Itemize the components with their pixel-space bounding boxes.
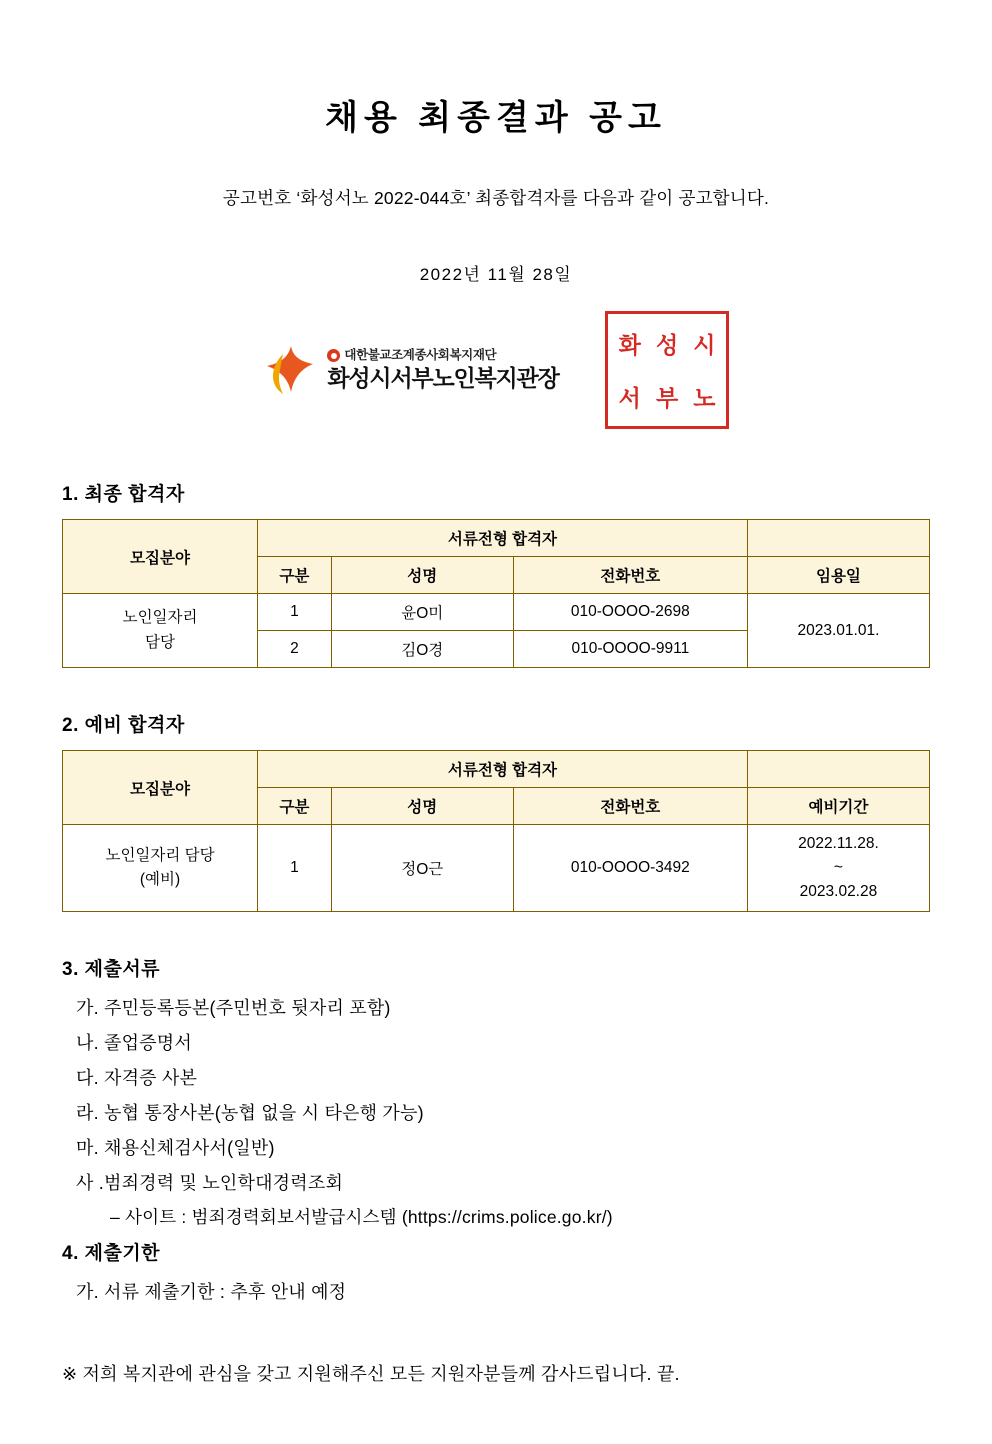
cell-reserve-period [747, 825, 929, 912]
list-item: 마. 채용신체검사서(일반) [76, 1138, 275, 1159]
cell-no: 2 [258, 631, 332, 668]
header-spacer [747, 751, 929, 788]
field-line-2: 담당 [145, 633, 175, 651]
cell-phone: 010-OOOO-3492 [513, 825, 747, 912]
documents-list [62, 994, 930, 1229]
seal-char-6: 노 [693, 385, 715, 412]
center-name: 화성시서부노인복지관장 [327, 364, 559, 391]
jogye-circle-icon [327, 349, 340, 362]
section-heading-documents: 3. 제출서류 [62, 959, 161, 981]
deadline-list [62, 1278, 930, 1304]
seal-char-2: 성 [655, 332, 678, 359]
header-group: 서류전형 합격자 [258, 520, 748, 557]
foundation-name: 대한불교조계종사회복지재단 [344, 347, 497, 362]
period-line-3: 2023.02.28 [799, 883, 878, 901]
cell-no: 1 [258, 825, 332, 912]
header-name: 성명 [331, 788, 513, 825]
seal-char-4: 서 [618, 385, 640, 412]
page-title: 채용 최종결과 공고 [325, 99, 667, 137]
cell-phone: 010-OOOO-2698 [513, 594, 747, 631]
list-item: 다. 자격증 사본 [76, 1068, 198, 1089]
list-item: 라. 농협 통장사본(농협 없을 시 타은행 가능) [76, 1103, 424, 1124]
cell-field [63, 825, 258, 912]
seal-char-1: 화 [618, 332, 640, 359]
period-line-2: ~ [833, 859, 843, 877]
header-phone: 전화번호 [513, 557, 747, 594]
header-no: 구분 [258, 557, 332, 594]
list-item: 가. 주민등록등본(주민번호 뒷자리 포함) [76, 998, 391, 1019]
cell-name: 정O근 [331, 825, 513, 912]
section-heading-final: 1. 최종 합격자 [62, 484, 185, 505]
header-no: 구분 [258, 788, 332, 825]
table-row [63, 825, 930, 912]
flame-logo-icon [263, 344, 317, 396]
list-item: 사 .범죄경력 및 노인학대경력조회 [76, 1173, 344, 1194]
footer-note: ※ 저희 복지관에 관심을 갖고 지원해주신 모든 지원자분들께 감사드립니다. 끝. [62, 1364, 680, 1385]
field-line-2: (예비) [139, 871, 181, 889]
period-line-1: 2022.11.28. [798, 835, 879, 852]
organization-identity [263, 344, 558, 396]
field-line-1: 노인일자리 [122, 609, 198, 627]
intro-paragraph: 공고번호 ‘화성서노 2022-044호’ 최종합격자를 다음과 같이 공고합니다. [222, 188, 770, 208]
cell-phone: 010-OOOO-9911 [513, 631, 747, 668]
header-field: 모집분야 [63, 520, 258, 594]
cell-no: 1 [258, 594, 332, 631]
reserve-candidates-table [62, 750, 930, 912]
header-appointment-date: 임용일 [747, 557, 929, 594]
cell-appointment-date: 2023.01.01. [747, 594, 929, 668]
header-reserve-period: 예비기간 [747, 788, 929, 825]
signature-block [62, 311, 930, 429]
final-candidates-table [62, 519, 930, 668]
table-row [63, 594, 930, 631]
list-item: 가. 서류 제출기한 : 추후 안내 예정 [76, 1282, 347, 1303]
header-name: 성명 [331, 557, 513, 594]
cell-name: 김O경 [331, 631, 513, 668]
issue-date: 2022년 11월 28일 [419, 265, 573, 284]
cell-name: 윤O미 [331, 594, 513, 631]
seal-char-3: 시 [693, 332, 715, 359]
foundation-name-row [327, 349, 558, 363]
header-group: 서류전형 합격자 [258, 751, 748, 788]
official-red-seal-icon [605, 311, 729, 429]
field-line-1: 노인일자리 담당 [105, 847, 215, 864]
header-phone: 전화번호 [513, 788, 747, 825]
list-sub-item-crims-link: – 사이트 : 범죄경력회보서발급시스템 (https://crims.police.go.kr/) [110, 1207, 613, 1228]
section-heading-reserve: 2. 예비 합격자 [62, 715, 185, 736]
organization-text [327, 349, 558, 391]
seal-char-5: 부 [655, 385, 678, 412]
section-heading-deadline: 4. 제출기한 [62, 1243, 161, 1265]
header-field: 모집분야 [63, 751, 258, 825]
header-spacer [747, 520, 929, 557]
list-item: 나. 졸업증명서 [76, 1033, 192, 1054]
cell-field [63, 594, 258, 668]
